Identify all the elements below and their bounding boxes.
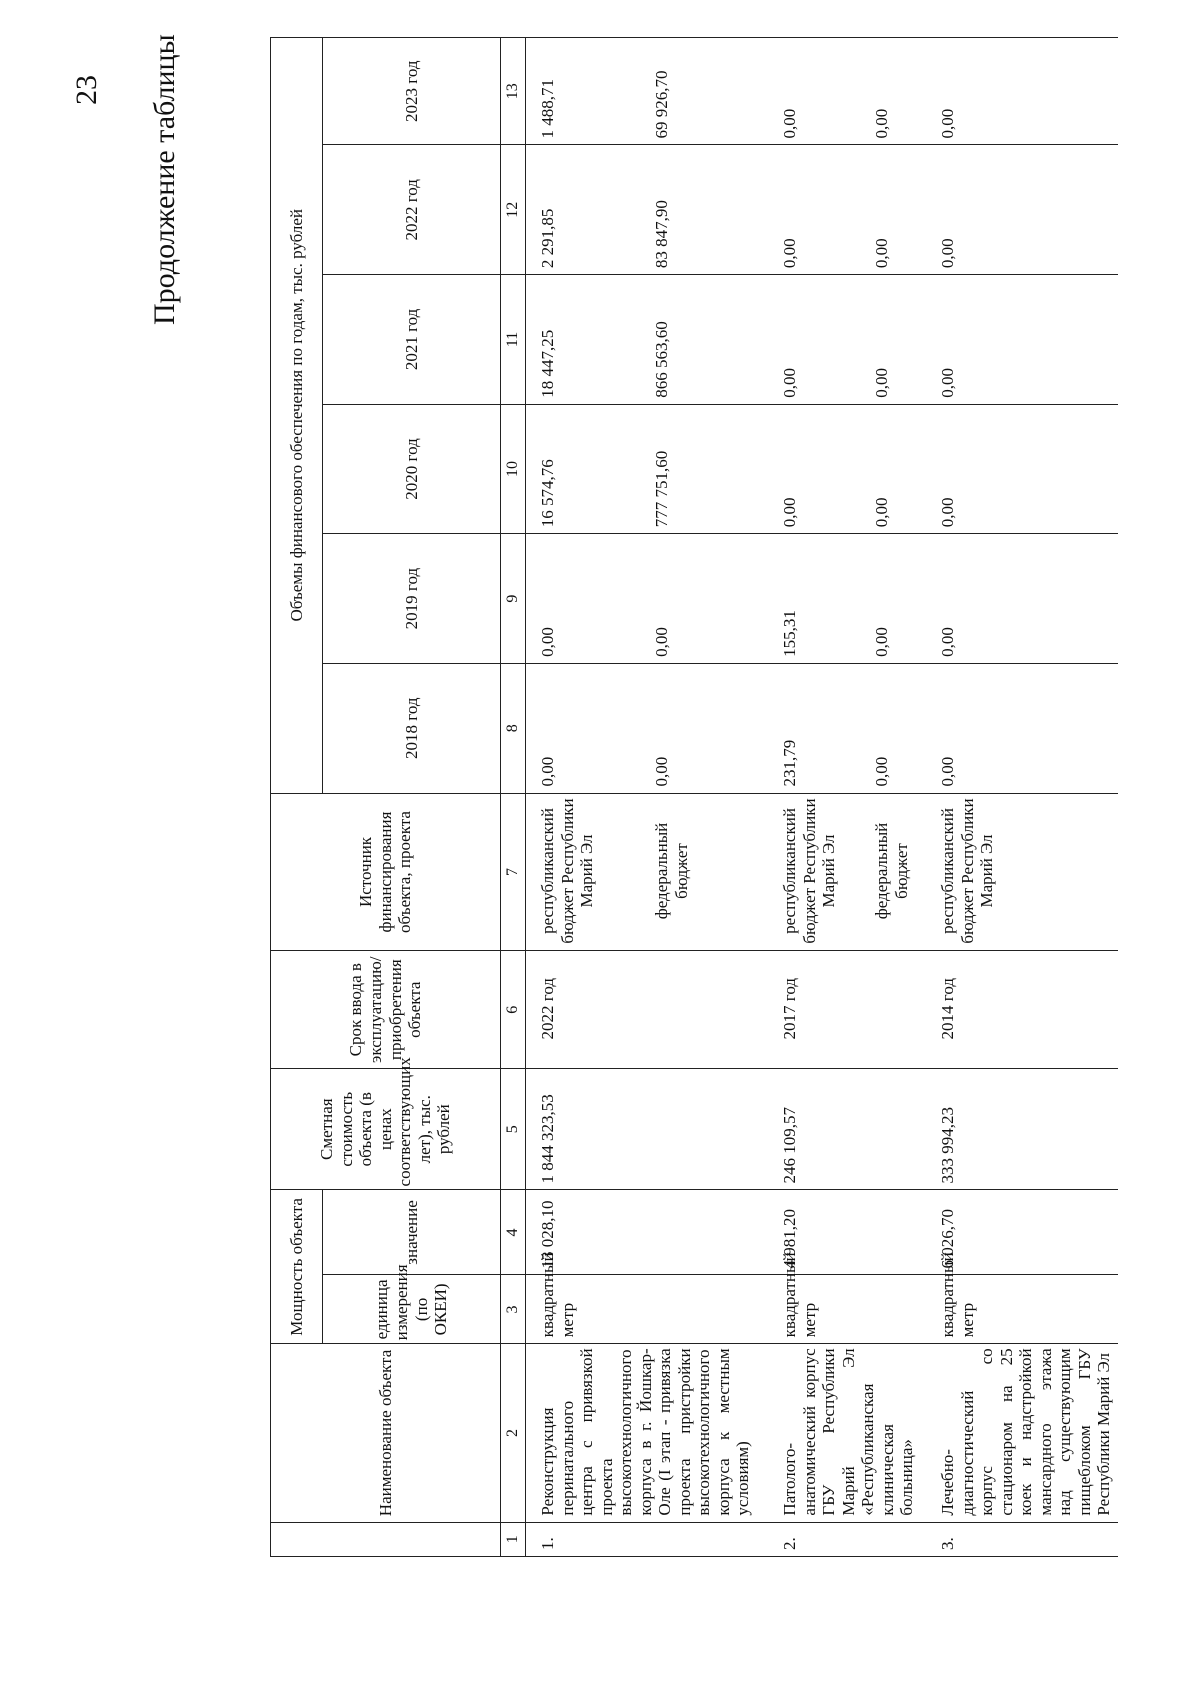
amount-2020: 0,00: [858, 404, 926, 534]
header-year-2021: 2021 год: [323, 275, 501, 405]
col-number: 13: [501, 38, 526, 145]
amount-2022: 83 847,90: [638, 145, 768, 275]
amount-2020: 16 574,76: [526, 404, 639, 534]
amount-2021: 866 563,60: [638, 275, 768, 405]
object-3: [926, 38, 1118, 1557]
commissioning-term: 2022 год: [526, 951, 769, 1068]
estimated-cost: 246 109,57: [768, 1068, 926, 1190]
col-number: 12: [501, 145, 526, 275]
amount-2018: 0,00: [926, 663, 1118, 793]
capacity-value: 6 026,70: [926, 1190, 1118, 1275]
col-number: 3: [501, 1275, 526, 1344]
amount-2019: 0,00: [638, 534, 768, 664]
col-number: 1: [501, 1522, 526, 1556]
table-row: [926, 38, 1118, 1557]
amount-2018: 231,79: [768, 663, 858, 793]
amount-2023: 0,00: [926, 38, 1118, 145]
header-year-2019: 2019 год: [323, 534, 501, 664]
amount-2019: 0,00: [858, 534, 926, 664]
estimated-cost: 1 844 323,53: [526, 1068, 769, 1190]
amount-2021: 0,00: [858, 275, 926, 405]
table-row: [768, 38, 858, 1557]
object-2: [768, 38, 926, 1557]
amount-2022: 0,00: [858, 145, 926, 275]
col-number: 5: [501, 1068, 526, 1190]
funding-source: республиканский бюджет Республики Марий Эл: [768, 793, 858, 951]
funding-source: республиканский бюджет Республики Марий Эл: [526, 793, 639, 951]
amount-2018: 0,00: [526, 663, 639, 793]
col-number: 6: [501, 951, 526, 1068]
header-source: Источник финансирования объекта, проекта: [271, 793, 501, 951]
header-term: Срок ввода в эксплуатацию/ приобретения объекта: [271, 951, 501, 1068]
page-number: 23: [70, 75, 103, 105]
table-continuation-caption: Продолжение таблицы: [148, 34, 181, 325]
capacity-unit: квадратный метр: [926, 1275, 1118, 1344]
object-1: [526, 38, 769, 1557]
capacity-value: 4 981,20: [768, 1190, 926, 1275]
financing-table: [270, 37, 1118, 1557]
col-number: 2: [501, 1344, 526, 1522]
amount-2020: 0,00: [926, 404, 1118, 534]
estimated-cost: 333 994,23: [926, 1068, 1118, 1190]
header-year-2023: 2023 год: [323, 38, 501, 145]
object-name: Реконструкция перинатального центра с привязкой проекта высокотехнологичного корпуса в г. Йошкар-Оле (I этап - привязка проекта пристройки высокотехнологичного корпуса к местным условиям): [526, 1344, 769, 1522]
funding-source: республиканский бюджет Республики Марий Эл: [926, 793, 1118, 951]
header-year-2022: 2022 год: [323, 145, 501, 275]
amount-2020: 0,00: [768, 404, 858, 534]
col-number: 8: [501, 663, 526, 793]
row-number: 3.: [926, 1522, 1118, 1556]
funding-source: федеральный бюджет: [858, 793, 926, 951]
capacity-unit: квадратный метр: [526, 1275, 769, 1344]
capacity-unit: квадратный метр: [768, 1275, 926, 1344]
amount-2022: 0,00: [926, 145, 1118, 275]
header-value: значение: [323, 1190, 501, 1275]
object-name: Лечебно-диагностический корпус со стационаром на 25 коек и надстройкой мансардного этажа над существующим пищеблоком ГБУ Республики Марий Эл: [926, 1344, 1118, 1522]
capacity-value: 13 028,10: [526, 1190, 769, 1275]
amount-2023: 69 926,70: [638, 38, 768, 145]
amount-2021: 0,00: [926, 275, 1118, 405]
amount-2021: 18 447,25: [526, 275, 639, 405]
amount-2023: 0,00: [768, 38, 858, 145]
amount-2018: 0,00: [858, 663, 926, 793]
header-year-2020: 2020 год: [323, 404, 501, 534]
amount-2019: 155,31: [768, 534, 858, 664]
amount-2023: 1 488,71: [526, 38, 639, 145]
commissioning-term: 2017 год: [768, 951, 926, 1068]
row-number: 2.: [768, 1522, 926, 1556]
col-number: 10: [501, 404, 526, 534]
amount-2021: 0,00: [768, 275, 858, 405]
col-number: 9: [501, 534, 526, 664]
col-number: 7: [501, 793, 526, 951]
header-name: Наименование объекта: [271, 1344, 501, 1522]
object-name: Патолого-анатомический корпус ГБУ Республики Марий Эл «Республиканская клиническая больница»: [768, 1344, 926, 1522]
amount-2020: 777 751,60: [638, 404, 768, 534]
header-capacity: Мощность объекта: [271, 1190, 323, 1344]
header-unit: единица измерения (по ОКЕИ): [323, 1275, 501, 1344]
funding-source: федеральный бюджет: [638, 793, 768, 951]
table-row: [526, 38, 639, 1557]
amount-2022: 2 291,85: [526, 145, 639, 275]
col-number: 4: [501, 1190, 526, 1275]
header-funding: Объемы финансового обеспечения по годам, тыс. рублей: [271, 38, 323, 794]
col-number: 11: [501, 275, 526, 405]
amount-2019: 0,00: [926, 534, 1118, 664]
amount-2022: 0,00: [768, 145, 858, 275]
amount-2018: 0,00: [638, 663, 768, 793]
column-number-row: [501, 38, 526, 1557]
row-number: 1.: [526, 1522, 769, 1556]
header-corner: [271, 1522, 501, 1556]
amount-2019: 0,00: [526, 534, 639, 664]
commissioning-term: 2014 год: [926, 951, 1118, 1068]
amount-2023: 0,00: [858, 38, 926, 145]
header-year-2018: 2018 год: [323, 663, 501, 793]
header-estimate: Сметная стоимость объекта (в ценах соответствующих лет), тыс. рублей: [271, 1068, 501, 1190]
